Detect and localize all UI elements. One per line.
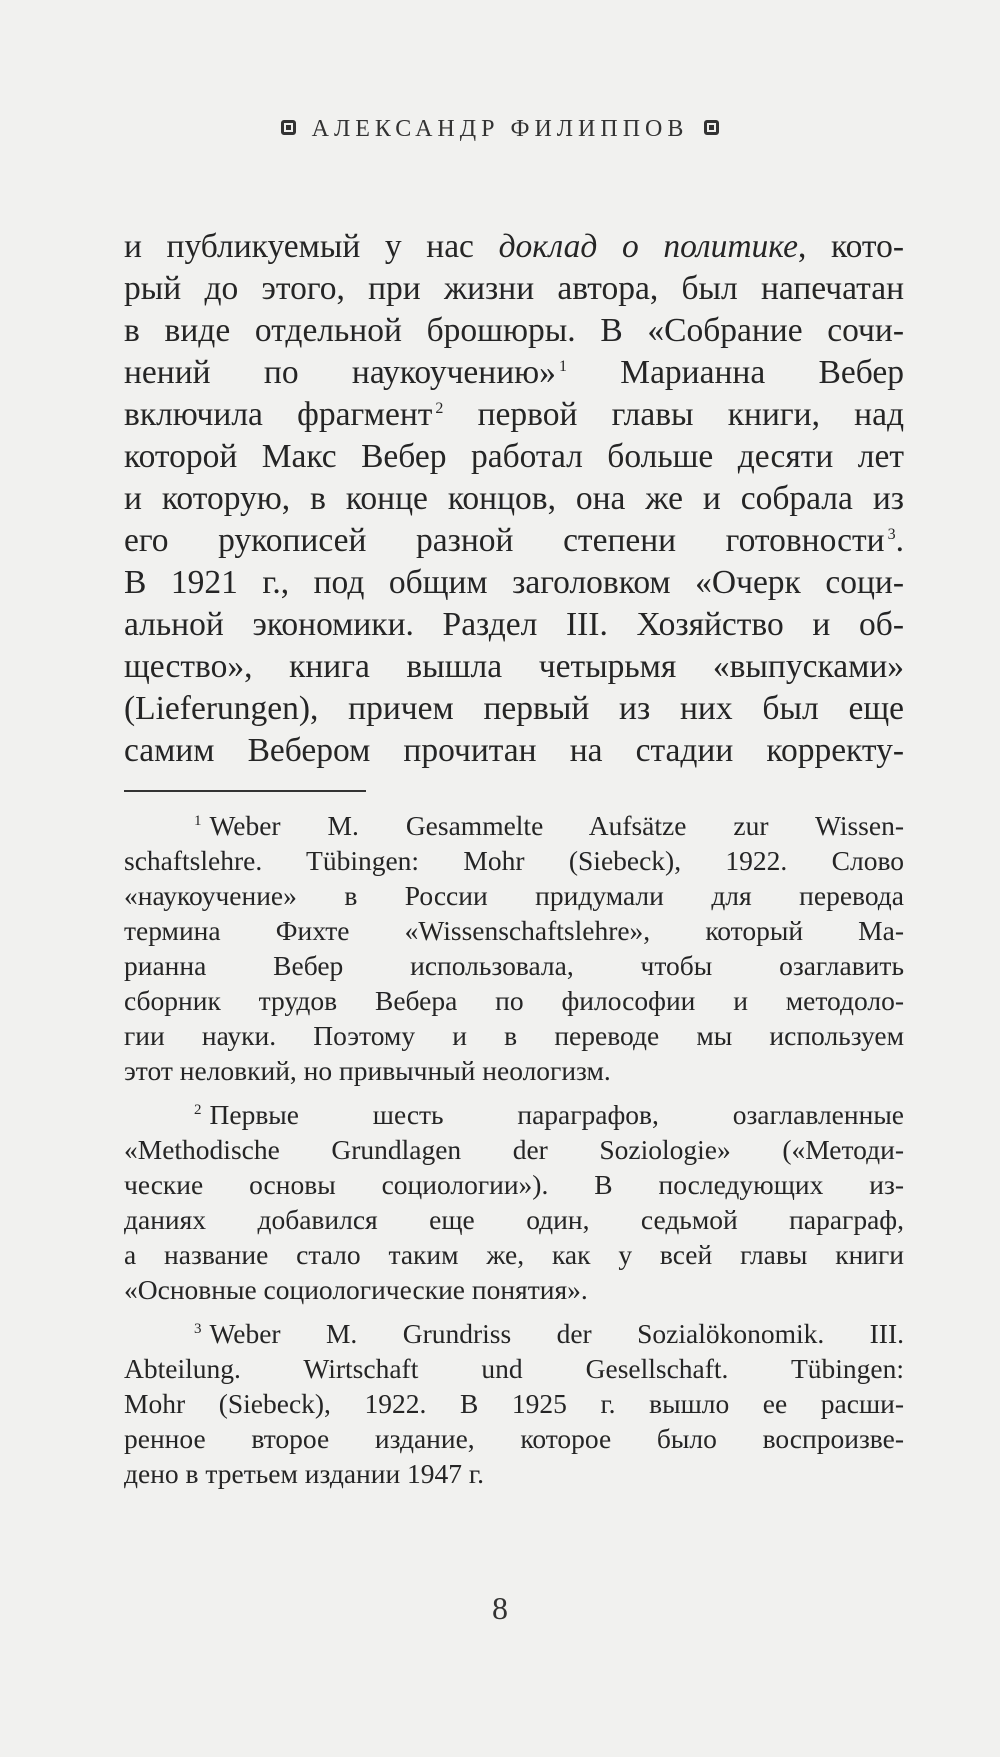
body-line: в виде отдельной брошюры. В «Собрание сочи-: [124, 312, 904, 349]
footnote: [124, 1097, 904, 1307]
ornament-icon: [281, 120, 296, 135]
footnote-line: $^3$ Weber M. Grundriss der Sozialökonomik. III.: [194, 1318, 904, 1349]
body-line: (Lieferungen), причем первый из них был еще: [124, 690, 904, 727]
footnote-line: schaftslehre. Tübingen: Mohr (Siebeck), 1922. Слово: [124, 845, 904, 876]
footnote-separator: [124, 790, 366, 792]
page-number: 8: [492, 1590, 508, 1626]
footnote-line: Mohr (Siebeck), 1922. В 1925 г. вышло ее расши-: [124, 1388, 904, 1419]
footnote-line: гии науки. Поэтому и в переводе мы используем: [124, 1020, 904, 1051]
body-line: которой Макс Вебер работал больше десяти лет: [124, 438, 904, 475]
footnote-line: «Methodische Grundlagen der Soziologie» («Методи-: [124, 1134, 904, 1165]
italic-title: доклад о политике: [498, 228, 798, 265]
body-line: рый до этого, при жизни автора, был напечатан: [124, 270, 904, 307]
footnote: [124, 808, 904, 1088]
body-line: самим Вебером прочитан на стадии корректу-: [124, 732, 904, 769]
footnote-line: Abteilung. Wirtschaft und Gesellschaft. Tübingen:: [124, 1353, 904, 1384]
footnote-line: а название стало таким же, как у всей главы книги: [124, 1239, 904, 1270]
body-line: В 1921 г., под общим заголовком «Очерк соци-: [124, 564, 904, 601]
footnote-line: рианна Вебер использовала, чтобы озаглавить: [124, 950, 904, 981]
footnote-line: термина Фихте «Wissenschaftslehre», который Ма-: [124, 915, 904, 946]
footnote-mark: 2: [194, 1101, 202, 1118]
footnote-line: «Основные социологические понятия».: [124, 1274, 588, 1305]
body-line: альной экономики. Раздел III. Хозяйство и об-: [124, 606, 904, 643]
running-head-text: АЛЕКСАНДР ФИЛИППОВ: [311, 116, 689, 142]
footnote-line: дено в третьем издании 1947 г.: [124, 1458, 484, 1489]
ornament-icon: [704, 120, 719, 135]
footnote-line: этот неловкий, но привычный неологизм.: [124, 1055, 611, 1086]
main-text: [124, 226, 904, 772]
footnote-line: ческие основы социологии»). В последующих из-: [124, 1169, 904, 1200]
footnote: [124, 1316, 904, 1491]
footnotes: [124, 808, 904, 1500]
body-line: нений по наукоучению» $^1$ Марианна Вебер: [124, 354, 904, 391]
footnote-reference[interactable]: 1: [558, 357, 567, 375]
footnote-line: даниях добавился еще один, седьмой параграф,: [124, 1204, 904, 1235]
body-line: щество», книга вышла четырьмя «выпусками»: [124, 648, 904, 685]
footnote-line: $^1$ Weber M. Gesammelte Aufsätze zur Wissen-: [194, 810, 904, 841]
body-line: его рукописей разной степени готовности $^3$.: [124, 522, 904, 559]
body-line: и которую, в конце концов, она же и собрала из: [124, 480, 904, 517]
running-head: [0, 116, 1000, 143]
footnote-line: сборник трудов Вебера по философии и методоло-: [124, 985, 904, 1016]
body-line: включила фрагмент $^2$ первой главы книги, над: [124, 396, 904, 433]
footnote-line: ренное второе издание, которое было воспроизве-: [124, 1423, 904, 1454]
footnote-line: $^2$ Первые шесть параграфов, озаглавленные: [194, 1099, 904, 1130]
footnote-line: «наукоучение» в России придумали для перевода: [124, 880, 904, 911]
footnote-reference[interactable]: 2: [435, 399, 444, 417]
footnote-reference[interactable]: 3: [887, 525, 896, 543]
footnote-mark: 1: [194, 812, 202, 829]
footnote-mark: 3: [194, 1320, 202, 1337]
body-line: и публикуемый у нас доклад о политике, кото-: [124, 228, 904, 265]
